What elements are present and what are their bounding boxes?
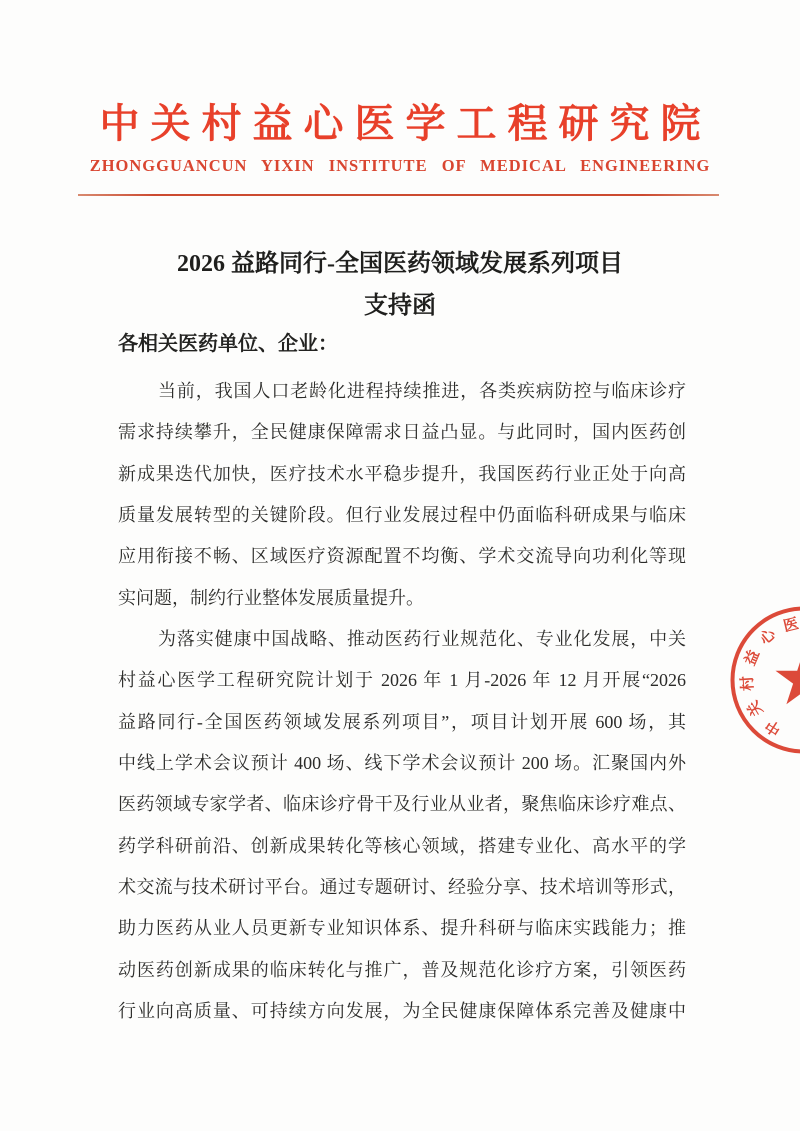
body-line: 中线上学术会议预计 400 场、线下学术会议预计 200 场。汇聚国内外 — [118, 753, 686, 774]
seal-char: 心 — [757, 626, 780, 649]
body-line: 应用衔接不畅、区域医疗资源配置不均衡、学术交流导向功利化等现 — [118, 546, 686, 567]
salutation: 各相关医药单位、企业： — [118, 333, 338, 355]
body-line: 需求持续攀升，全民健康保障需求日益凸显。与此同时，国内医药创 — [118, 422, 686, 443]
seal-char: 关 — [745, 697, 767, 719]
body-line: 村益心医学工程研究院计划于 2026 年 1 月-2026 年 12 月开展“2026 — [118, 670, 686, 691]
seal-ring-text — [739, 614, 800, 739]
seal-char: 中 — [763, 715, 785, 738]
official-seal-stamp — [688, 575, 800, 790]
body-line: 医药领域专家学者、临床诊疗骨干及行业从业者，聚焦临床诊疗难点、 — [118, 794, 686, 815]
body-text — [118, 371, 686, 1033]
letterhead-org-name-cn: 中关村益心医学工程研究院 — [99, 101, 712, 146]
body-line: 当前，我国人口老龄化进程持续推进，各类疾病防控与临床诊疗 — [158, 381, 686, 401]
document-title — [0, 243, 800, 327]
seal-ring — [733, 609, 800, 752]
seal-char: 医 — [781, 616, 800, 636]
body-line: 质量发展转型的关键阶段。但行业发展过程中仍面临科研成果与临床 — [118, 505, 686, 526]
body-line: 行业向高质量、可持续方向发展，为全民健康保障体系完善及健康中 — [118, 1001, 686, 1022]
body-line: 为落实健康中国战略、推动医药行业规范化、专业化发展，中关 — [158, 629, 686, 650]
seal-char: 益 — [742, 648, 764, 669]
seal-char: 村 — [739, 675, 757, 692]
letterhead-org-name-en: ZHONGGUANCUN YIXIN INSTITUTE OF MEDICAL ENGINEERING — [89, 156, 711, 175]
body-line: 益路同行-全国医药领域发展系列项目”，项目计划开展 600 场，其 — [118, 711, 686, 732]
seal-star-icon — [776, 650, 800, 704]
body-line: 新成果迭代加快，医疗技术水平稳步提升，我国医药行业正处于向高 — [118, 463, 686, 484]
body-line: 动医药创新成果的临床转化与推广，普及规范化诊疗方案，引领医药 — [118, 959, 686, 980]
document-title-line2: 支持函 — [364, 293, 436, 319]
body-line: 助力医药从业人员更新专业知识体系、提升科研与临床实践能力；推 — [118, 918, 686, 939]
body-line: 术交流与技术研讨平台。通过专题研讨、经验分享、技术培训等形式， — [118, 877, 686, 898]
body-line: 实问题，制约行业整体发展质量提升。 — [118, 587, 424, 608]
document-title-line1: 2026 益路同行-全国医药领域发展系列项目 — [177, 251, 623, 277]
body-line: 药学科研前沿、创新成果转化等核心领域，搭建专业化、高水平的学 — [118, 835, 686, 856]
letterhead-rule — [78, 194, 719, 196]
